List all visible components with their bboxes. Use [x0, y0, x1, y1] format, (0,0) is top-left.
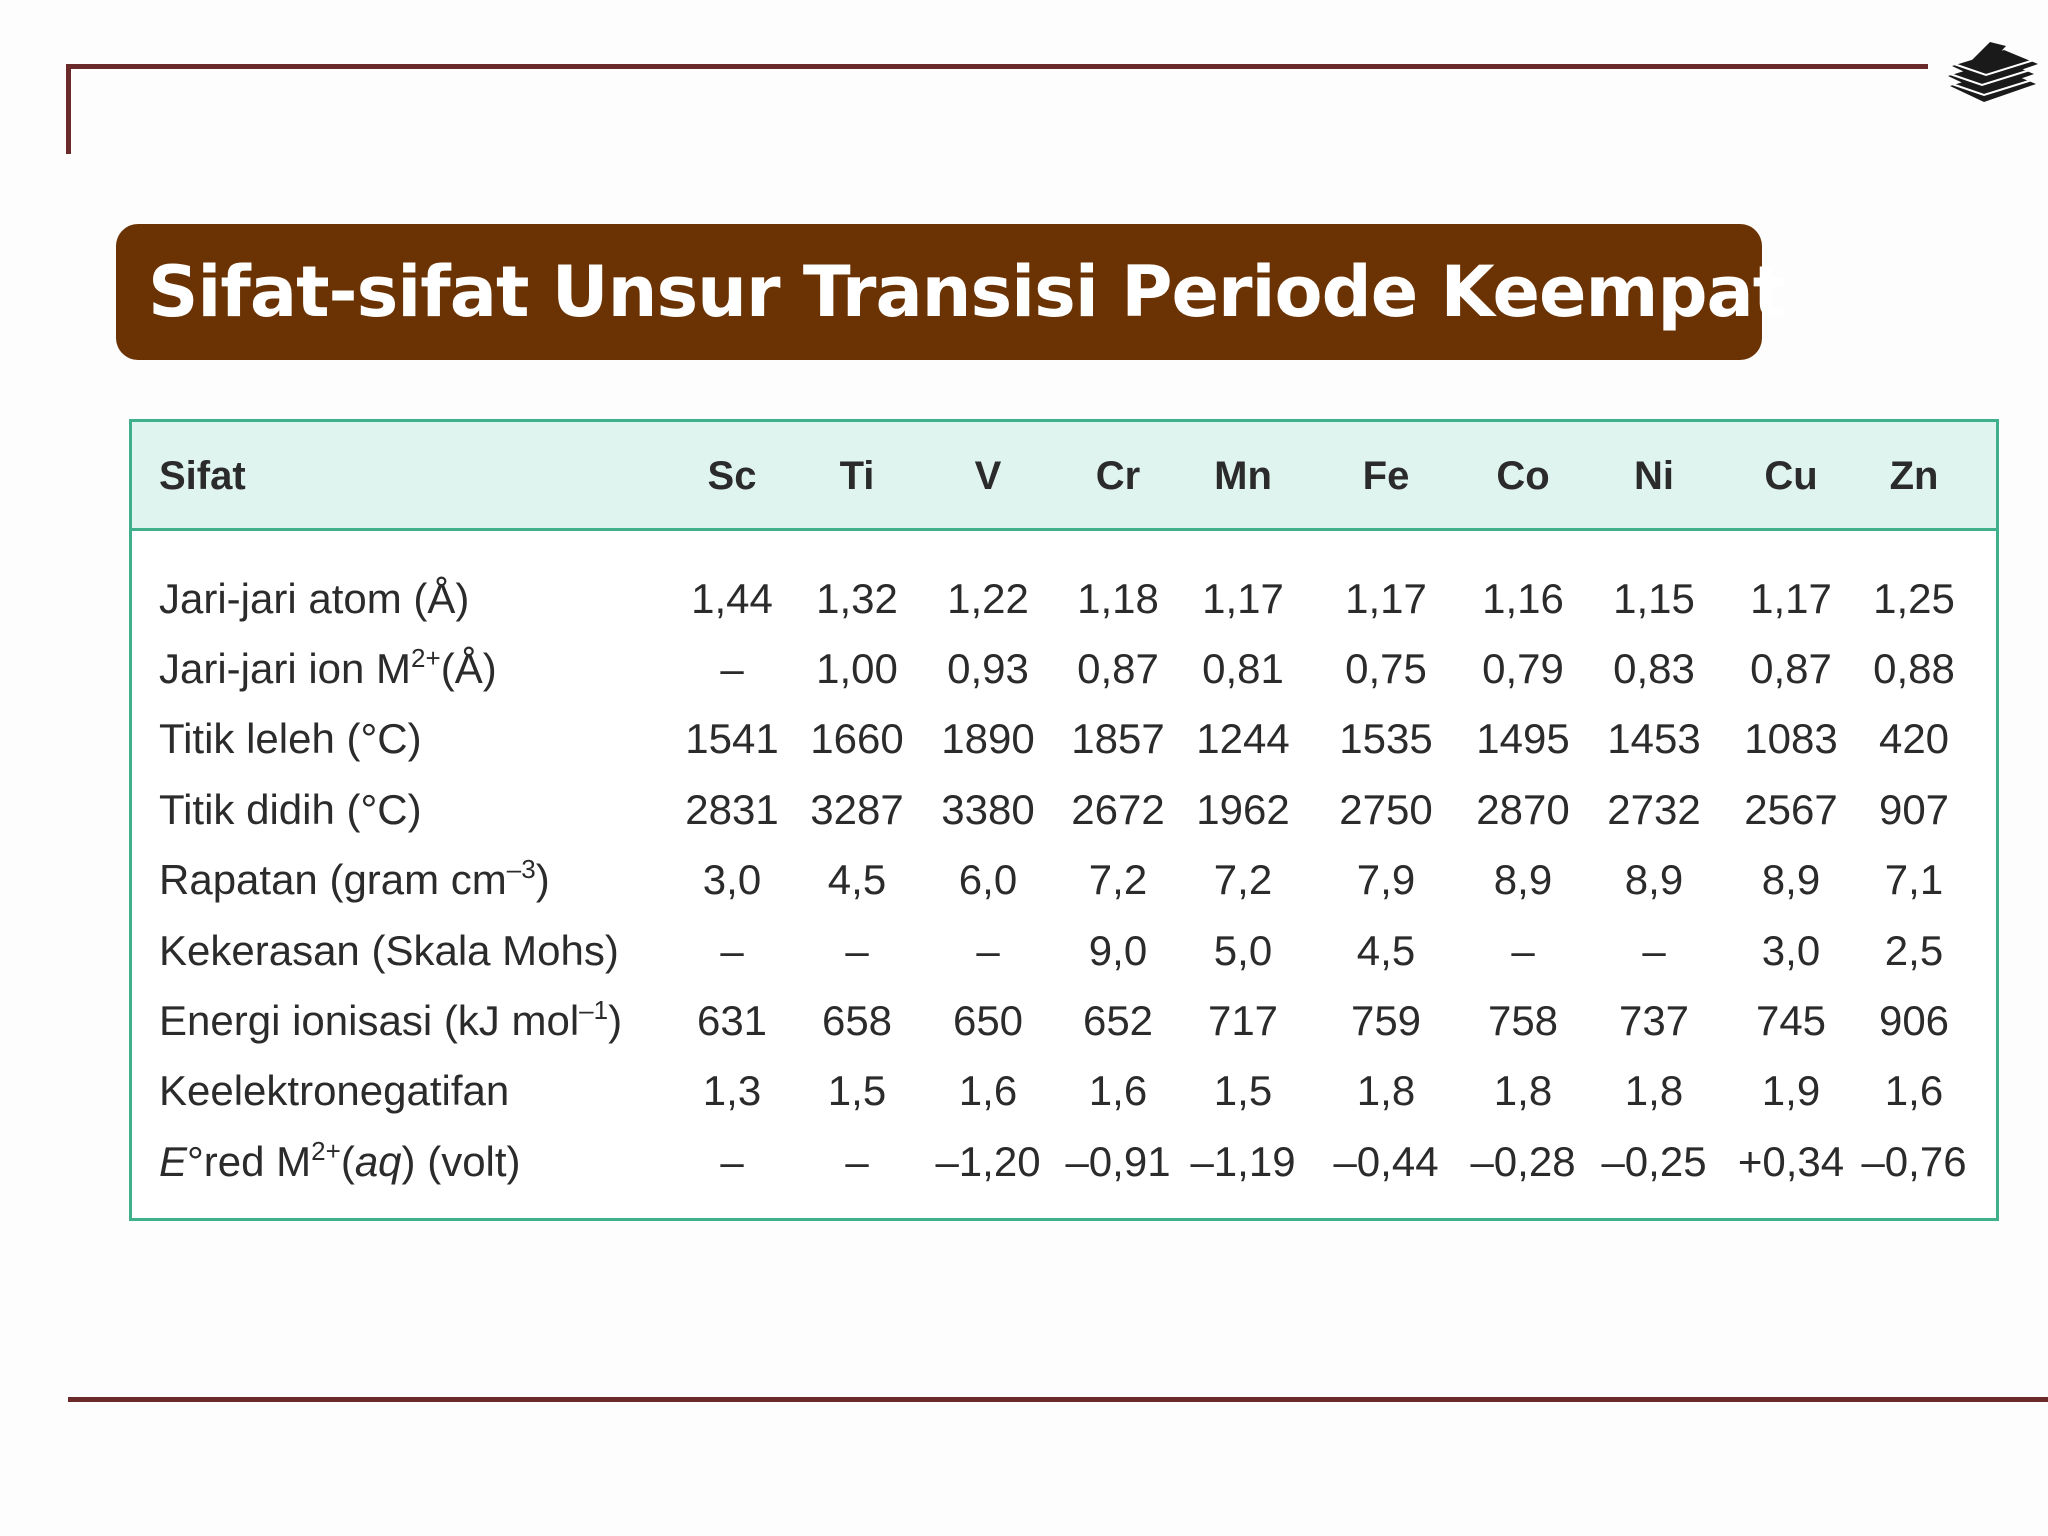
slide-title: Sifat-sifat Unsur Transisi Periode Keempat	[148, 251, 1786, 333]
table-cell: 9,0	[1088, 927, 1148, 974]
table-cell: 1083	[1744, 715, 1838, 762]
header-cell-zn: Zn	[1889, 454, 1939, 498]
header-cell-v: V	[974, 454, 1002, 498]
table-cell: +0,34	[1737, 1138, 1845, 1185]
row-label: Titik didih (°C)	[159, 786, 422, 833]
table-cell: 2,5	[1884, 927, 1944, 974]
table-cell: 1,8	[1624, 1067, 1684, 1114]
table-cell: 0,93	[947, 645, 1029, 692]
table-cell: 2870	[1476, 786, 1570, 833]
table-cell: 1535	[1339, 715, 1433, 762]
table-cell: 3380	[941, 786, 1035, 833]
table-cell: 1,9	[1761, 1067, 1821, 1114]
table-cell: –0,76	[1861, 1138, 1967, 1185]
table-cell: 2732	[1607, 786, 1701, 833]
frame-bottom-line	[68, 1397, 2048, 1402]
slide-title-banner	[116, 224, 1786, 360]
table-cell: 1,8	[1356, 1067, 1416, 1114]
table-cell: 737	[1618, 997, 1690, 1044]
table-cell: –1,20	[935, 1138, 1041, 1185]
table-cell: 1,00	[816, 645, 898, 692]
table-cell: 8,9	[1761, 856, 1821, 903]
table-cell: 1,16	[1482, 575, 1564, 622]
table-cell: 7,1	[1884, 856, 1944, 903]
table-cell: 0,83	[1613, 645, 1695, 692]
table-cell: 1,44	[691, 575, 773, 622]
table-cell: –0,25	[1601, 1138, 1707, 1185]
table-cell: 0,87	[1077, 645, 1159, 692]
table-cell: 1,32	[816, 575, 898, 622]
table-cell: –0,28	[1470, 1138, 1576, 1185]
table-cell: –	[845, 927, 869, 974]
header-cell-ti: Ti	[839, 454, 875, 498]
header-cell-sc: Sc	[707, 454, 757, 498]
table-cell: 1541	[685, 715, 779, 762]
table-cell: 2750	[1339, 786, 1433, 833]
table-cell: –1,19	[1190, 1138, 1296, 1185]
table-cell: 1660	[810, 715, 904, 762]
header-cell-fe: Fe	[1362, 454, 1410, 498]
table-cell: 906	[1878, 997, 1950, 1044]
header-label: Sifat	[159, 454, 246, 498]
header-cell-co: Co	[1496, 454, 1550, 498]
table-cell: 0,88	[1873, 645, 1955, 692]
header-cell-ni: Ni	[1634, 454, 1674, 498]
properties-table	[129, 419, 1999, 1221]
table-cell: 0,75	[1345, 645, 1427, 692]
table-cell: 1,18	[1077, 575, 1159, 622]
table-cell: 658	[821, 997, 893, 1044]
table-cell: 1453	[1607, 715, 1701, 762]
table-cell: –0,44	[1333, 1138, 1439, 1185]
table-cell: 0,87	[1750, 645, 1832, 692]
table-cell: 717	[1207, 997, 1279, 1044]
stacked-books-icon	[1944, 40, 2040, 110]
table-cell: –	[720, 927, 744, 974]
table-cell: 631	[696, 997, 768, 1044]
table-cell: 650	[952, 997, 1024, 1044]
table-cell: –	[976, 927, 1000, 974]
table-cell: 758	[1487, 997, 1559, 1044]
header-cell-cr: Cr	[1095, 454, 1141, 498]
table-cell: 420	[1878, 715, 1950, 762]
table-cell: –	[720, 645, 744, 692]
table-cell: 1,6	[1088, 1067, 1148, 1114]
table-cell: 1890	[941, 715, 1035, 762]
table-cell: 1,6	[1884, 1067, 1944, 1114]
table-cell: 1244	[1196, 715, 1290, 762]
table-cell: 6,0	[958, 856, 1018, 903]
table-cell: –	[720, 1138, 744, 1185]
header-cell-cu: Cu	[1764, 454, 1818, 498]
table-cell: 0,81	[1202, 645, 1284, 692]
table-cell: 1,6	[958, 1067, 1018, 1114]
table-cell: 652	[1082, 997, 1154, 1044]
row-label: E°red $M^{2+}(aq)$ (volt)	[159, 1136, 521, 1185]
row-label: Jari-jari ion $M^{2+}(Å)$	[159, 643, 497, 692]
table-cell: 1962	[1196, 786, 1290, 833]
row-label: Jari-jari atom (Å)	[159, 575, 470, 622]
header-cell-mn: Mn	[1214, 454, 1272, 498]
row-label: Kekerasan (Skala Mohs)	[159, 927, 619, 974]
table-cell: 4,5	[1356, 927, 1416, 974]
table-cell: 2567	[1744, 786, 1838, 833]
row-label: Titik leleh (°C)	[159, 715, 422, 762]
table-cell: 1,5	[827, 1067, 887, 1114]
table-cell: 7,2	[1213, 856, 1273, 903]
table-cell: 7,2	[1088, 856, 1148, 903]
table-cell: 2672	[1071, 786, 1165, 833]
table-cell: 1,8	[1493, 1067, 1553, 1114]
table-cell: 907	[1878, 786, 1950, 833]
row-label: Keelektronegatifan	[159, 1067, 510, 1114]
table-cell: 1495	[1476, 715, 1570, 762]
table-cell: 8,9	[1624, 856, 1684, 903]
table-cell: 2831	[685, 786, 779, 833]
table-cell: 1,17	[1345, 575, 1427, 622]
table-cell: 1,25	[1873, 575, 1955, 622]
table-cell: 1,17	[1750, 575, 1832, 622]
table-cell: 8,9	[1493, 856, 1553, 903]
table-cell: 1,17	[1202, 575, 1284, 622]
table-cell: 1,15	[1613, 575, 1695, 622]
table-cell: 1,22	[947, 575, 1029, 622]
table-cell: 3,0	[1761, 927, 1821, 974]
row-label: Rapatan (gram $cm^{-3}$)	[159, 854, 550, 903]
table-cell: 1,5	[1213, 1067, 1273, 1114]
table-cell: –	[845, 1138, 869, 1185]
table-cell: 3,0	[702, 856, 762, 903]
table-cell: 1,3	[702, 1067, 762, 1114]
row-label: Energi ionisasi (kJ mol$^{-1}$)	[159, 995, 623, 1044]
table-cell: 745	[1755, 997, 1827, 1044]
table-cell: –	[1511, 927, 1535, 974]
table-cell: 759	[1350, 997, 1422, 1044]
table-cell: 3287	[810, 786, 904, 833]
table-cell: 0,79	[1482, 645, 1564, 692]
table-cell: 1857	[1071, 715, 1165, 762]
table-cell: –0,91	[1065, 1138, 1171, 1185]
table-cell: 5,0	[1213, 927, 1273, 974]
frame-left-line	[66, 64, 71, 154]
table-cell: 4,5	[827, 856, 887, 903]
table-cell: –	[1642, 927, 1666, 974]
table-cell: 7,9	[1356, 856, 1416, 903]
table-header	[132, 422, 1996, 531]
frame-top-line	[66, 64, 1928, 69]
